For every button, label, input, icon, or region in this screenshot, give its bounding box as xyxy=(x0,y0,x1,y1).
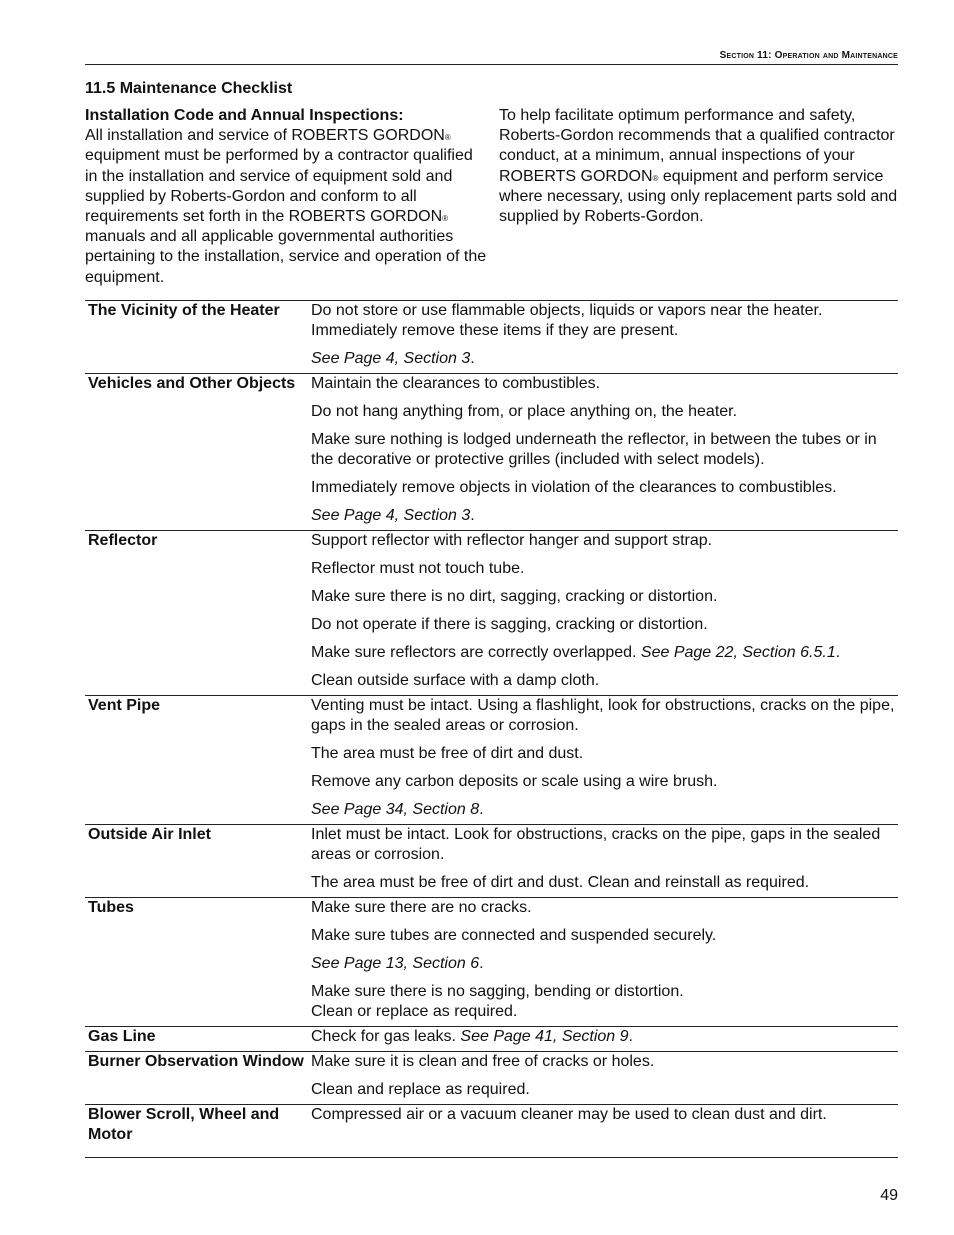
checklist-item xyxy=(311,402,898,422)
registered-mark: ® xyxy=(652,173,659,183)
checklist-item xyxy=(311,873,898,893)
intro-heading: Installation Code and Annual Inspections: xyxy=(85,107,404,124)
checklist-item-suffix: . xyxy=(835,644,841,661)
checklist-item xyxy=(311,587,898,607)
intro-left-text-2: equipment must be performed by a contractor qualified in the installation and service of equipment sold and supplied by Roberts-Gordon and conform to all requirements set forth in the ROBERTS GORDON xyxy=(85,147,473,226)
checklist-item-text: Venting must be intact. Using a flashlight, look for obstructions, cracks on the pipe, gaps in the sealed areas or corrosion. xyxy=(311,697,895,734)
checklist-row-items xyxy=(311,531,898,696)
checklist-item xyxy=(311,506,898,526)
checklist-item xyxy=(311,800,898,820)
checklist-item-text: Make sure it is clean and free of cracks or holes. xyxy=(311,1053,655,1070)
checklist-item xyxy=(311,615,898,635)
maintenance-checklist-table xyxy=(85,300,898,1158)
checklist-item xyxy=(311,671,898,691)
checklist-body xyxy=(85,301,898,1158)
checklist-item-text: Make sure there is no sagging, bending or distortion. xyxy=(311,983,684,1000)
checklist-row xyxy=(85,898,898,1027)
checklist-row xyxy=(85,1105,898,1158)
checklist-item xyxy=(311,559,898,579)
checklist-item xyxy=(311,982,898,1022)
checklist-row-label: Outside Air Inlet xyxy=(88,826,211,843)
checklist-item-text: Do not hang anything from, or place anything on, the heater. xyxy=(311,403,738,420)
registered-mark: ® xyxy=(442,214,449,224)
checklist-item-suffix: . xyxy=(470,350,475,367)
checklist-item xyxy=(311,430,898,470)
intro-left-text-3: manuals and all applicable governmental authorities pertaining to the installation, service and operation of the equipment. xyxy=(85,228,487,286)
checklist-item-text: Compressed air or a vacuum cleaner may be used to clean dust and dirt. xyxy=(311,1106,827,1123)
checklist-item-reference: See Page 13, Section 6 xyxy=(311,955,480,972)
checklist-row xyxy=(85,301,898,374)
checklist-row-items xyxy=(311,301,898,374)
checklist-item-text: Immediately remove objects in violation of the clearances to combustibles. xyxy=(311,479,837,496)
checklist-row xyxy=(85,696,898,825)
checklist-row xyxy=(85,531,898,696)
checklist-row-items xyxy=(311,898,898,1027)
checklist-row-label: Reflector xyxy=(88,532,158,549)
checklist-item xyxy=(311,898,898,918)
checklist-item xyxy=(311,926,898,946)
checklist-item-reference: See Page 41, Section 9 xyxy=(460,1028,629,1045)
checklist-row-items xyxy=(311,374,898,531)
checklist-row xyxy=(85,1052,898,1105)
checklist-item xyxy=(311,643,898,663)
checklist-item-reference: See Page 22, Section 6.5.1 xyxy=(640,644,836,661)
checklist-item-reference: See Page 34, Section 8 xyxy=(311,801,480,818)
checklist-item xyxy=(311,349,898,369)
intro-left-column xyxy=(85,106,487,288)
checklist-item xyxy=(311,1105,898,1125)
checklist-row-label: The Vicinity of the Heater xyxy=(88,302,280,319)
checklist-item-text: Make sure nothing is lodged underneath the reflector, in between the tubes or in the decorative or protective grilles (included with select models). xyxy=(311,431,877,468)
intro-right-text-1: To help facilitate optimum performance and safety, Roberts-Gordon recommends that a qualified contractor conduct, at a minimum, annual inspections of your ROBERTS GORDON xyxy=(499,107,895,185)
checklist-item xyxy=(311,1080,898,1100)
checklist-row xyxy=(85,374,898,531)
checklist-item xyxy=(311,1027,898,1047)
checklist-row-label: Tubes xyxy=(88,899,134,916)
checklist-item-text: Remove any carbon deposits or scale using a wire brush. xyxy=(311,773,718,790)
checklist-item-suffix: . xyxy=(479,801,484,818)
checklist-row-items xyxy=(311,1052,898,1105)
checklist-item xyxy=(311,1052,898,1072)
checklist-item xyxy=(311,531,898,551)
checklist-row-items xyxy=(311,1027,898,1052)
checklist-item-reference: See Page 4, Section 3 xyxy=(311,507,471,524)
checklist-item-text: Do not operate if there is sagging, cracking or distortion. xyxy=(311,616,708,633)
checklist-item-text: Make sure reflectors are correctly overlapped. xyxy=(311,644,641,661)
page-number: 49 xyxy=(880,1187,898,1204)
section-header-text: Section 11: Operation and Maintenance xyxy=(719,50,898,61)
checklist-row xyxy=(85,1027,898,1052)
checklist-item-suffix: . xyxy=(470,507,475,524)
checklist-item-text: The area must be free of dirt and dust. xyxy=(311,745,584,762)
checklist-item xyxy=(311,696,898,736)
checklist-row xyxy=(85,825,898,898)
checklist-item-text: Maintain the clearances to combustibles. xyxy=(311,375,601,392)
intro-right-column xyxy=(499,106,899,227)
running-header xyxy=(85,50,898,65)
checklist-item-reference: See Page 4, Section 3 xyxy=(311,350,471,367)
checklist-item xyxy=(311,301,898,341)
checklist-item-text: Make sure there is no dirt, sagging, cracking or distortion. xyxy=(311,588,718,605)
checklist-item-text: Clean outside surface with a damp cloth. xyxy=(311,672,600,689)
checklist-item-suffix: . xyxy=(628,1028,633,1045)
checklist-item-text: Reflector must not touch tube. xyxy=(311,560,525,577)
checklist-item-text: Make sure tubes are connected and suspended securely. xyxy=(311,927,717,944)
checklist-row-items xyxy=(311,1105,898,1158)
checklist-item xyxy=(311,772,898,792)
intro-right-text-2: equipment and perform service where necessary, using only replacement parts sold and supplied by Roberts-Gordon. xyxy=(499,167,898,226)
intro-left-text-1: All installation and service of ROBERTS GORDON xyxy=(85,127,445,145)
checklist-item xyxy=(311,744,898,764)
checklist-item xyxy=(311,954,898,974)
checklist-item-text: Inlet must be intact. Look for obstructions, cracks on the pipe, gaps in the sealed areas or corrosion. xyxy=(311,826,881,863)
checklist-item-text: Check for gas leaks. xyxy=(311,1028,461,1045)
checklist-item xyxy=(311,374,898,394)
checklist-row-label: Vent Pipe xyxy=(88,697,161,714)
checklist-item-text: Do not store or use flammable objects, liquids or vapors near the heater. Immediately remove these items if they are present. xyxy=(311,302,823,339)
checklist-row-label: Gas Line xyxy=(88,1028,156,1045)
checklist-item xyxy=(311,825,898,865)
checklist-row-label: Vehicles and Other Objects xyxy=(88,375,296,392)
checklist-row-items xyxy=(311,825,898,898)
registered-mark: ® xyxy=(444,133,451,143)
checklist-item-suffix: . xyxy=(479,955,484,972)
checklist-row-label: Burner Observation Window xyxy=(88,1053,304,1070)
checklist-item-text: Clean and replace as required. xyxy=(311,1081,530,1098)
checklist-item-text: The area must be free of dirt and dust. Clean and reinstall as required. xyxy=(311,874,810,891)
checklist-item xyxy=(311,478,898,498)
checklist-item-text: Clean or replace as required. xyxy=(311,1003,518,1020)
checklist-item-text: Support reflector with reflector hanger and support strap. xyxy=(311,532,713,549)
section-title: 11.5 Maintenance Checklist xyxy=(85,80,293,97)
checklist-item-text: Make sure there are no cracks. xyxy=(311,899,532,916)
checklist-row-label: Blower Scroll, Wheel and Motor xyxy=(88,1106,280,1143)
checklist-row-items xyxy=(311,696,898,825)
